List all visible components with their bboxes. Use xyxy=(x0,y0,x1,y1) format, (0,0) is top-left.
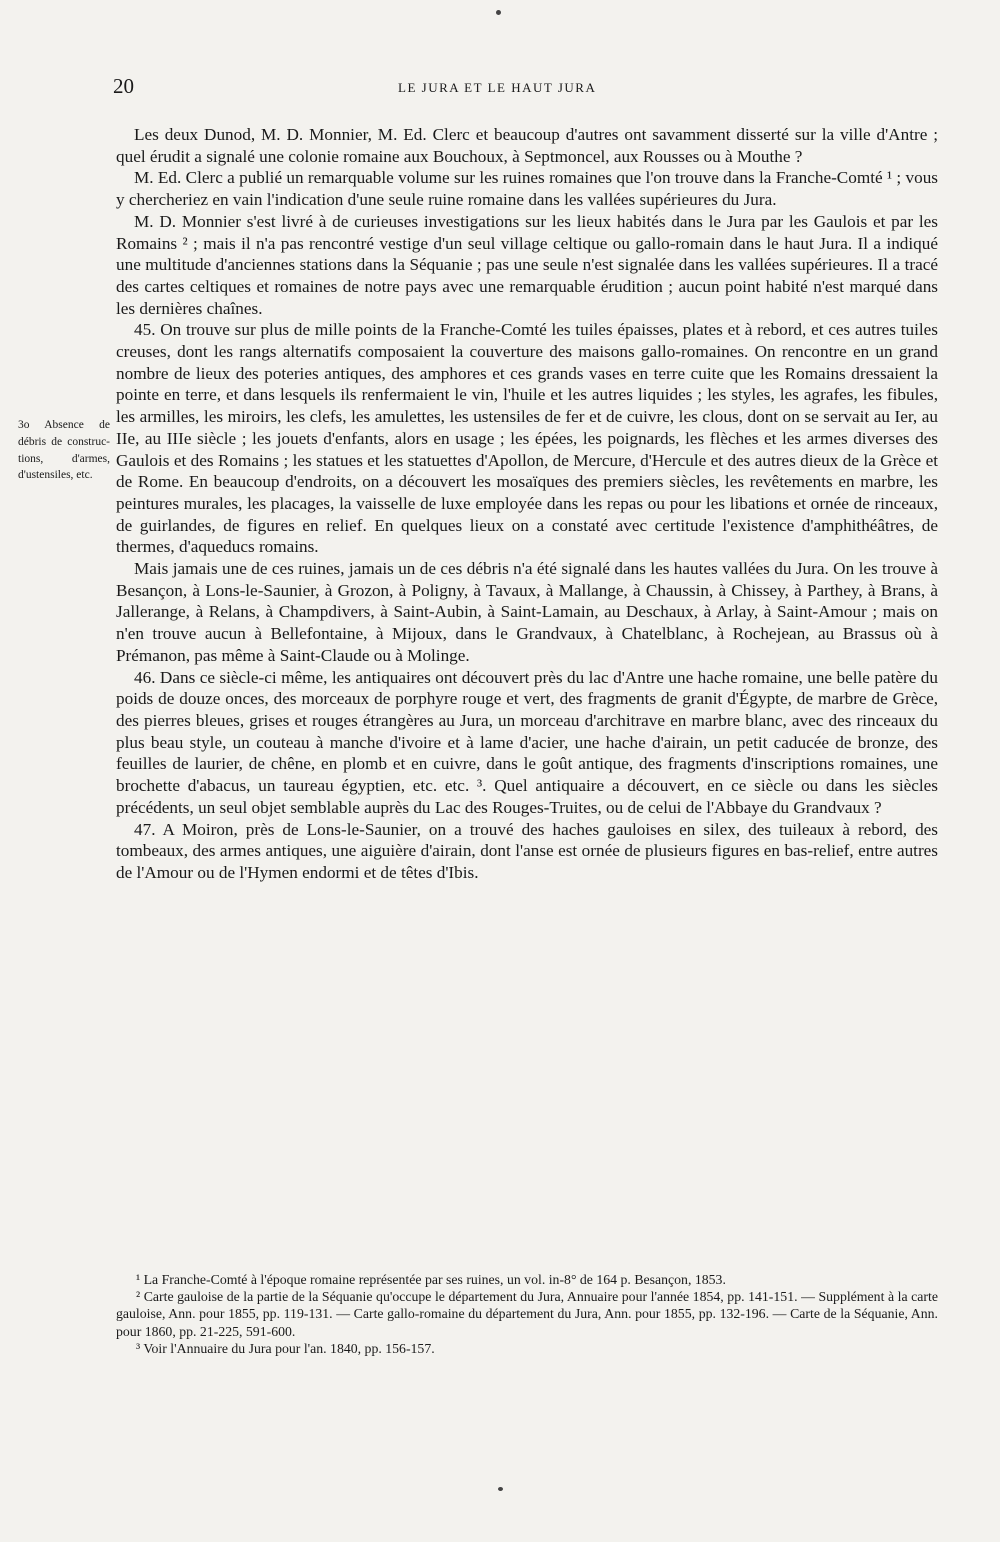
running-title: LE JURA ET LE HAUT JURA xyxy=(398,80,597,95)
footnote: ³ Voir l'Annuaire du Jura pour l'an. 1840, pp. 156-157. xyxy=(136,1340,435,1356)
paragraph: Mais jamais une de ces ruines, jamais un de ces débris n'a été signalé dans les hautes vallées du Jura. On les trouve à Besançon, à Lons-le-Saunier, à Grozon, à Poligny, à Tavaux, à Mallange, à Chaussin, à Chissey, à Parthey, à Brans, à Jallerange, à Relans, à Champdivers, à Saint-Aubin, à Saint-Lamain, au Deschaux, à Arlay, à Saint-Amour ; mais on n'en trouve aucun à Bellefontaine, à Mijoux, dans le Grandvaux, à Chatelblanc, à Rochejean, au Brassus où à Prémanon, pas même à Saint-Claude ou à Molinge. xyxy=(116,559,938,665)
margin-note: 3o Absence de débris de construc-tions, d'armes, d'ustensiles, etc. xyxy=(18,419,110,482)
speck-mark xyxy=(498,1487,503,1491)
body-text xyxy=(116,124,938,884)
footnote: ² Carte gauloise de la partie de la Séquanie qu'occupe le département du Jura, Annuaire pour l'année 1854, pp. 141-151. — Supplément à la carte gauloise, Ann. pour 1855, pp. 119-131. — Carte gallo-romaine du département du Jura, Ann. pour 1855, pp. 132-196. — Carte de la Séquanie, Ann. pour 1860, pp. 21-225, 591-600. xyxy=(116,1289,938,1339)
paragraph: M. D. Monnier s'est livré à de curieuses investigations sur les lieux habités dans le Jura par les Gaulois et par les Romains ² ; mais il n'a pas rencontré vestige d'un seul village celtique ou gallo-romain dans le haut Jura. Il a indiqué une multitude d'anciennes stations dans la Séquanie ; pas une seule n'est signalée dans les vallées supérieures. Il a tracé des cartes celtiques et romaines de notre pays avec une remarquable érudition ; aucun point habité n'est marqué dans les dernières chaînes. xyxy=(116,211,938,318)
paragraph: Les deux Dunod, M. D. Monnier, M. Ed. Clerc et beaucoup d'autres ont savamment disserté sur la ville d'Antre ; quel érudit a signalé une colonie romaine aux Bouchoux, à Septmoncel, aux Rousses ou à Mouthe ? xyxy=(116,125,938,166)
footnotes xyxy=(116,1271,938,1357)
paragraph: M. Ed. Clerc a publié un remarquable volume sur les ruines romaines que l'on trouve dans la Franche-Comté ¹ ; vous y chercheriez en vain l'indication d'une seule ruine romaine dans les vallées supérieures du Jura. xyxy=(116,168,938,210)
paragraph: 45. On trouve sur plus de mille points de la Franche-Comté les tuiles épaisses, plates et à rebord, et ces autres tuiles creuses, dont les rangs alternatifs composaient la couverture des maisons gallo-romaines. On rencontre en un grand nombre de lieux des poteries antiques, des amphores et ces grands vases en terre cuite que les Romains dressaient la pointe en terre, et dans lesquels ils renfermaient le vin, l'huile et les autres liquides ; les styles, les agrafes, les fibules, les armilles, les miroirs, les clefs, les amulettes, les ustensiles de fer et de cuivre, les clous, dont on se servait au Ier, au IIe, au IIIe siècle ; les jouets d'enfants, alors en usage ; les épées, les poignards, les flèches et les armes diverses des Gaulois et des Romains ; les statues et les statuettes d'Apollon, de Mercure, d'Hercule et des autres dieux de la Grèce et de Rome. En beaucoup d'endroits, on a découvert les mosaïques des premiers siècles, les revêtements en marbre, les peintures murales, les placages, la vaisselle de luxe employée dans les repas ou pour les libations et ornée de rinceaux, de guirlandes, de figures en relief. En quelques lieux on a constaté avec certitude l'existence d'amphithéâtres, de thermes, d'aqueducs romains. xyxy=(116,320,938,557)
paragraph: 46. Dans ce siècle-ci même, les antiquaires ont découvert près du lac d'Antre une hache romaine, une belle patère du poids de douze onces, des morceaux de porphyre rouge et vert, des fragments de granit d'Égypte, de marbre de Grèce, des pierres bleues, grises et rouges étrangères au Jura, un morceau d'architrave en marbre blanc, avec des rinceaux du plus beau style, un couteau à manche d'ivoire et à lame d'acier, une hache d'airain, un petit caducée de bronze, des feuilles de laurier, de chêne, en plomb et en cuivre, dans le goût antique, des fragments d'inscriptions romaines, une brochette d'abacus, un taureau égyptien, etc. etc. ³. Quel antiquaire a découvert, en ce siècle ou dans les siècles précédents, un seul objet semblable auprès du Lac des Rouges-Truites, ou de celui de l'Abbaye du Grandvaux ? xyxy=(116,667,938,817)
running-head xyxy=(113,74,939,102)
page-number: 20 xyxy=(113,74,134,98)
paragraph: 47. A Moiron, près de Lons-le-Saunier, on a trouvé des haches gauloises en silex, des tuileaux à rebord, des tombeaux, des armes antiques, une aiguière d'airain, dont l'anse est ornée de plusieurs figures en bas-relief, entre autres de l'Amour ou de l'Hymen endormi et de têtes d'Ibis. xyxy=(116,819,938,882)
speck-mark xyxy=(496,10,501,15)
footnote: ¹ La Franche-Comté à l'époque romaine représentée par ses ruines, un vol. in-8° de 164 p. Besançon, 1853. xyxy=(136,1272,726,1287)
